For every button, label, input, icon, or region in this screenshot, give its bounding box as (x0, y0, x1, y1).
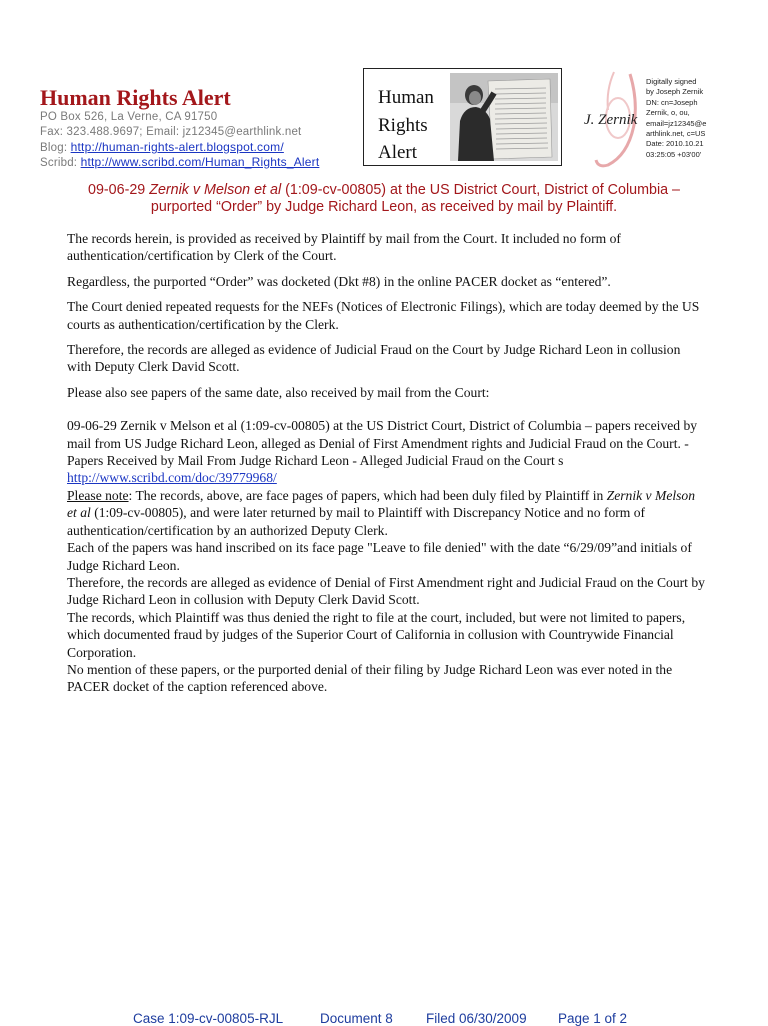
footer-page: Page 1 of 2 (558, 1011, 628, 1026)
document-title (40, 182, 728, 215)
scribd-label: Scribd: (40, 157, 78, 169)
org-title: Human Rights Alert (40, 85, 231, 110)
signature-scribble: J. Zernik (584, 112, 638, 128)
footer-document: Document 8 (320, 1011, 393, 1026)
sig-line: DN: cn=Joseph (646, 97, 698, 107)
paragraph: No mention of these papers, or the purported denial of their filing by Judge Richard Leon was ever noted in the PACER docket of the caption referenced above. (67, 661, 673, 695)
scribd-line (40, 155, 319, 169)
paragraph: Regardless, the purported “Order” was docketed (Dkt #8) in the online PACER docket as “entered”. (67, 273, 611, 289)
sig-line: email=jz12345@e (646, 118, 707, 128)
please-note-text-2: (1:09-cv-00805), and were later returned by mail to Plaintiff with Discrepancy Notice and no form of authentication/certification by an authorized Deputy Clerk. (67, 505, 646, 538)
logo-word-alert: Alert (378, 142, 418, 163)
please-note-text: : The records, above, are face pages of papers, which had been duly filed by Plaintiff in (128, 487, 604, 503)
please-note-case: Zernik v Melson et al (67, 487, 696, 521)
title-date: 09-06-29 (88, 182, 146, 198)
sig-line: 03:25:05 +03'00' (646, 149, 702, 159)
paragraph: The records, which Plaintiff was thus denied the right to file at the court, included, but were not limited to papers, which documented fraud by judges of the Superior Court of California in collusion with Countrywide Financial Corporation. (67, 609, 686, 660)
sig-line: Digitally signed (646, 77, 697, 86)
paragraph: Therefore, the records are alleged as evidence of Judicial Fraud on the Court by Judge Richard Leon in collusion with Deputy Clerk David Scott. (67, 342, 681, 375)
document-title-line2: purported “Order” by Judge Richard Leon, as received by mail by Plaintiff. (150, 198, 618, 215)
document-title-line1 (40, 182, 728, 199)
blog-line (40, 140, 284, 154)
paragraph: The Court denied repeated requests for the NEFs (Notices of Electronic Filings), which are today deemed by the US courts as authentication/certification by the Clerk. (67, 299, 700, 332)
blog-label: Blog: (40, 142, 68, 154)
paragraph: 09-06-29 Zernik v Melson et al (1:09-cv-00805) at the US District Court, District of Columbia – papers received by mail from US Judge Richard Leon, alleged as Denial of First Amendment rights and Judicial Fraud on the Court. - Papers Received by Mail From Judge Richard Leon - Alleged Judicial Fraud on the Court s (67, 418, 698, 469)
paragraph: The records herein, is provided as received by Plaintiff by mail from the Court. It included no form of authentication/certification by Clerk of the Court. (67, 231, 621, 264)
logo-word-rights: Rights (378, 115, 428, 136)
signature-details (646, 77, 746, 160)
logo-word-human: Human (378, 87, 434, 108)
paragraph: Each of the papers was hand inscribed on its face page "Leave to file denied" with the date “6/29/09”and initials of Judge Richard Leon. (67, 540, 692, 573)
scribd-doc-line (67, 469, 707, 486)
footer-case-number: Case 1:09-cv-00805-RJL (133, 1011, 284, 1026)
sig-line: arthlink.net, c=US (646, 129, 706, 139)
scribd-link[interactable]: http://www.scribd.com/Human_Rights_Alert (80, 155, 320, 169)
fax-email-line: Fax: 323.488.9697; Email: jz12345@earthlink.net (40, 126, 302, 138)
blog-link[interactable]: http://human-rights-alert.blogspot.com/ (70, 140, 284, 154)
title-case-name: Zernik v Melson et al (149, 182, 282, 198)
logo-photo (450, 73, 558, 161)
paragraph: Therefore, the records are alleged as evidence of Denial of First Amendment right and Judicial Fraud on the Court by Judge Richard Leon in collusion with Deputy Clerk David Scott. (67, 574, 705, 608)
scribd-doc-link[interactable]: http://www.scribd.com/doc/39779968/ (67, 470, 277, 486)
sig-line: Date: 2010.10.21 (646, 139, 704, 149)
sig-line: by Joseph Zernik (646, 87, 704, 97)
please-note-label: Please note (67, 487, 129, 503)
address-line: PO Box 526, La Verne, CA 91750 (40, 111, 218, 123)
please-note-paragraph (67, 487, 707, 539)
body-text (67, 230, 707, 696)
title-case-rest: (1:09-cv-00805) at the US District Court, District of Columbia – (285, 182, 680, 198)
signature-graphic (578, 70, 648, 170)
footer-filed-date: Filed 06/30/2009 (426, 1011, 527, 1026)
sig-line: Zernik, o, ou, (646, 108, 690, 118)
paragraph: Please also see papers of the same date, also received by mail from the Court: (67, 384, 490, 400)
logo-box (363, 68, 562, 166)
